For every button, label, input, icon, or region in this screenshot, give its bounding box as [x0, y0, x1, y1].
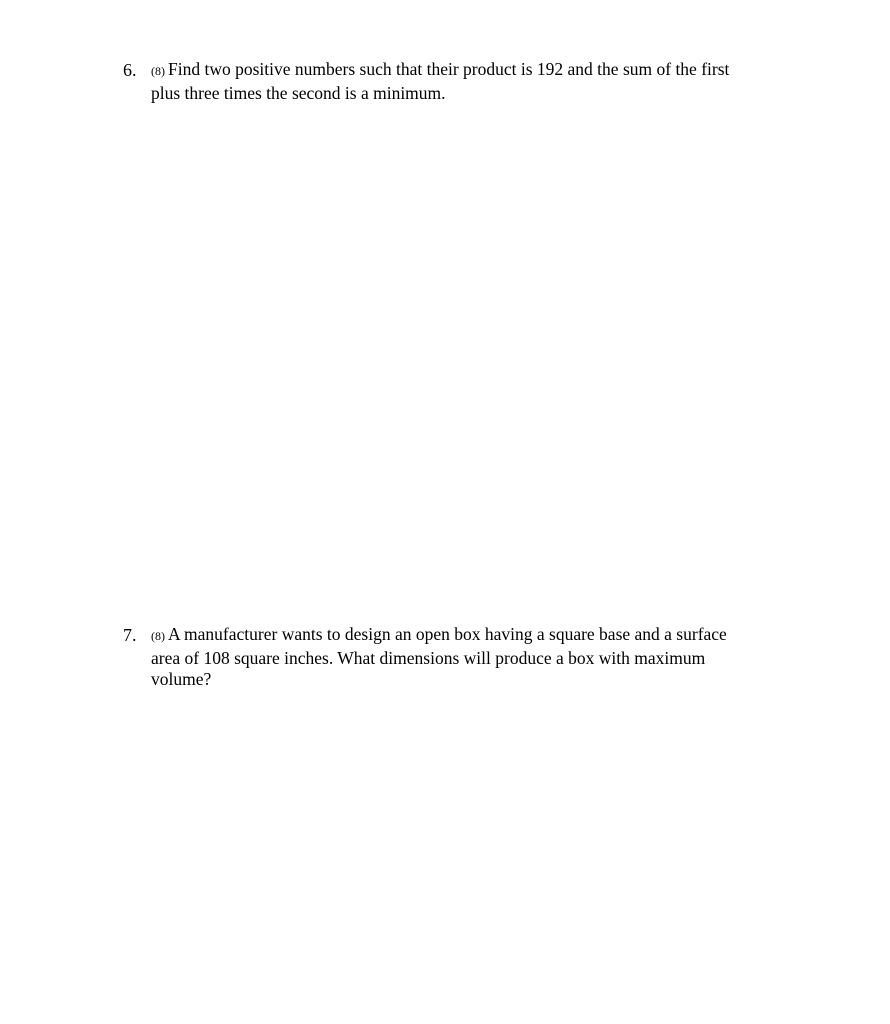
problem-6 [123, 59, 773, 104]
points-label: (8) [151, 629, 165, 643]
problem-7 [123, 624, 773, 691]
points-label: (8) [151, 64, 165, 78]
problem-number: 6. [123, 60, 137, 80]
problem-number: 7. [123, 625, 137, 645]
problem-text [151, 624, 773, 691]
problem-text-line-1: Find two positive numbers such that their product is 192 and the sum of the first [168, 59, 730, 79]
problem-text-line-2: plus three times the second is a minimum. [151, 82, 446, 103]
problem-text [151, 59, 773, 104]
problem-text-line-2: area of 108 square inches. What dimensions will produce a box with maximum [151, 647, 706, 668]
problem-text-line-3: volume? [151, 669, 212, 689]
problem-text-line-1: A manufacturer wants to design an open box having a square base and a surface [168, 624, 727, 644]
